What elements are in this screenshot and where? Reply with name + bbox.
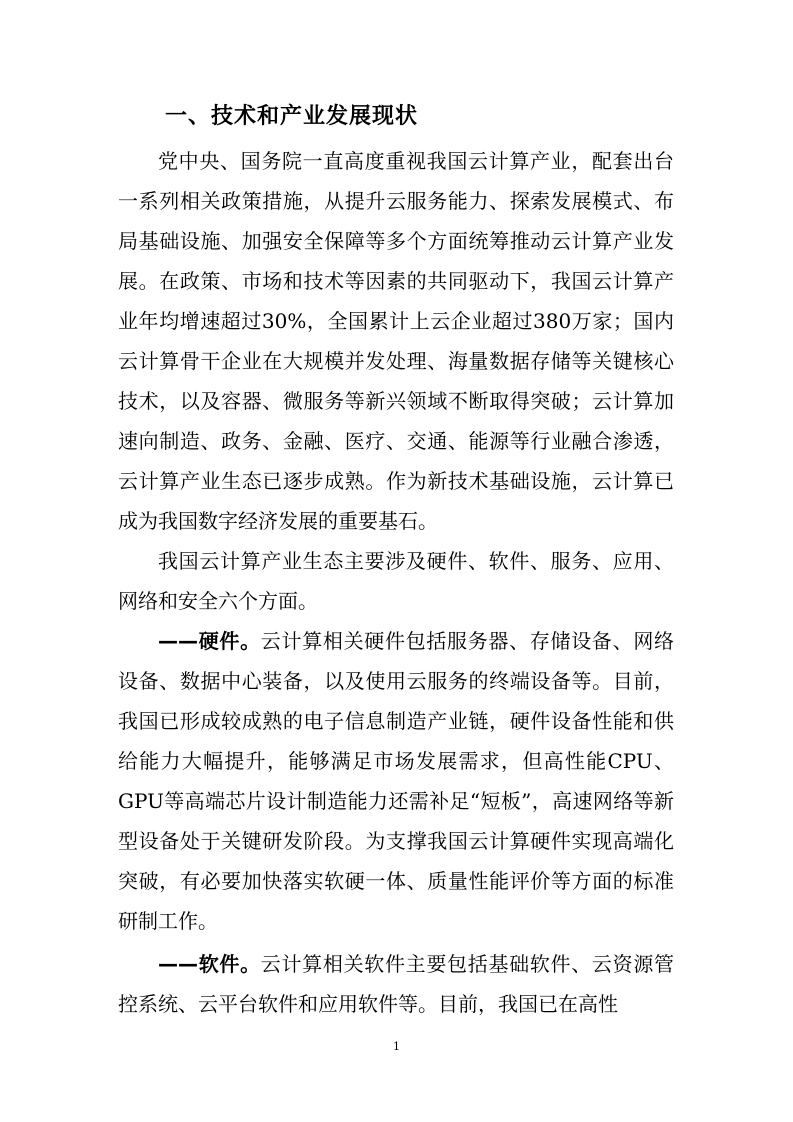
paragraph-ecosystem (118, 541, 674, 621)
page-number: 1 (393, 1040, 400, 1053)
paragraph-software (118, 944, 674, 1024)
paragraph-hardware-text: 云计算相关硬件包括服务器、存储设备、网络设备、数据中心装备，以及使用云服务的终端设备等。目前，我国已形成较成熟的电子信息制造产业链，硬件设备性能和供给能力大幅提升，能够满足市场发展需求，但高性能CPU、GPU等高端芯片设计制造能力还需补足“短板”，高速网络等新型设备处于关键研发阶段。为支撑我国云计算硬件实现高端化突破，有必要加快落实软硬一体、质量性能评价等方面的标准研制工作。 (118, 629, 675, 933)
paragraph-hardware (118, 621, 674, 941)
section-heading: 一、技术和产业发展现状 (165, 104, 419, 129)
paragraph-software-text: 云计算相关软件主要包括基础软件、云资源管控系统、云平台软件和应用软件等。目前，我国已在高性 (118, 952, 675, 1016)
paragraph-ecosystem-text: 我国云计算产业生态主要涉及硬件、软件、服务、应用、网络和安全六个方面。 (118, 549, 674, 613)
paragraph-software-lead: ——软件。 (158, 952, 261, 976)
body-text (118, 141, 674, 1024)
paragraph-intro (118, 141, 674, 541)
paragraph-hardware-lead: ——硬件。 (158, 629, 261, 653)
paragraph-intro-text: 党中央、国务院一直高度重视我国云计算产业，配套出台一系列相关政策措施，从提升云服务能力、探索发展模式、布局基础设施、加强安全保障等多个方面统筹推动云计算产业发展。在政策、市场和技术等因素的共同驱动下，我国云计算产业年均增速超过30%，全国累计上云企业超过380万家；国内云计算骨干企业在大规模并发处理、海量数据存储等关键核心技术，以及容器、微服务等新兴领域不断取得突破；云计算加速向制造、政务、金融、医疗、交通、能源等行业融合渗透，云计算产业生态已逐步成熟。作为新技术基础设施，云计算已成为我国数字经济发展的重要基石。 (118, 149, 674, 533)
